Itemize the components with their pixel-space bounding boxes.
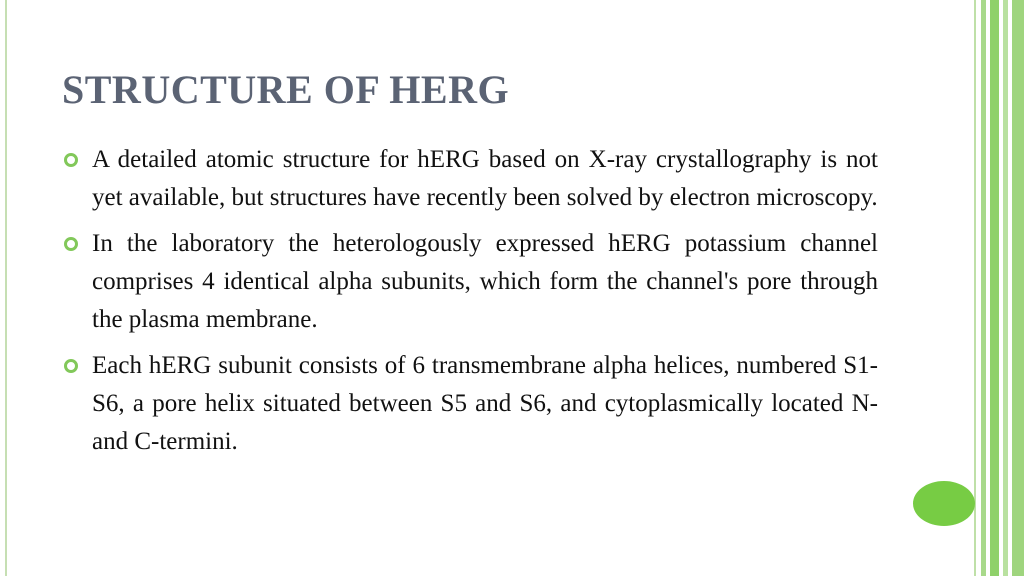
bullet-item xyxy=(62,225,878,339)
slide-title: STRUCTURE OF HERG xyxy=(62,67,510,112)
bullet-text: Each hERG subunit consists of 6 transmembrane alpha helices, numbered S1-S6, a pore helix situated between S5 and S6, and cytoplasmically located N- and C-termini. xyxy=(92,352,878,455)
bullet-ring-icon xyxy=(64,153,78,167)
bullet-list xyxy=(62,141,878,469)
bullet-ring-icon xyxy=(64,237,78,251)
bullet-item xyxy=(62,141,878,217)
bullet-item xyxy=(62,347,878,461)
right-decorative-stripes xyxy=(974,0,1024,576)
bullet-ring-icon xyxy=(64,359,78,373)
decorative-green-circle xyxy=(913,481,975,526)
bullet-text: A detailed atomic structure for hERG based on X-ray crystallography is not yet available, but structures have recently been solved by electron microscopy. xyxy=(92,146,878,211)
left-border xyxy=(0,0,7,576)
bullet-text: In the laboratory the heterologously expressed hERG potassium channel comprises 4 identical alpha subunits, which form the channel's pore through the plasma membrane. xyxy=(92,230,878,333)
